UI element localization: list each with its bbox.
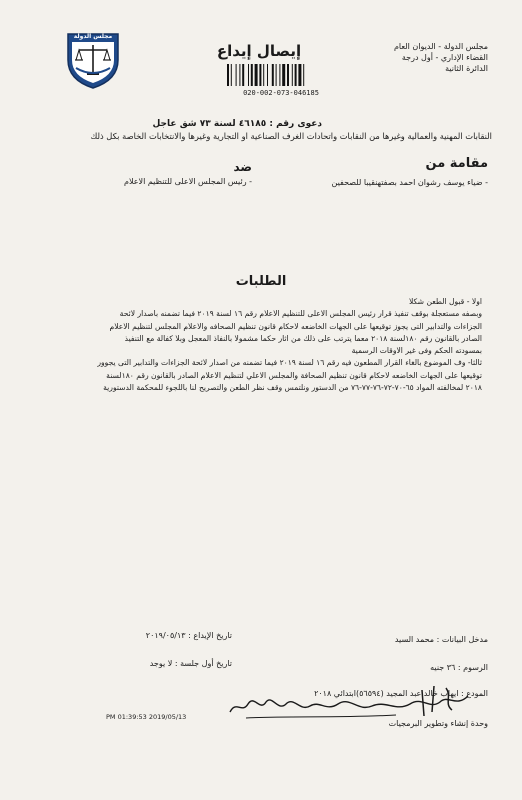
- request-line: الجزاءات والتدابير التى يجوز توقيعها على الجهات الخاضعه لاحكام قانون تنظيم الصحافه والاعلام المجلس لتنظيم الاعلام: [109, 321, 482, 331]
- handwritten-signature: [226, 682, 474, 722]
- depositor: المودع : ايهاب خالد عبد المجيد (٥٦٥٩٤)ابتدائي ٢٠١٨: [314, 689, 488, 698]
- request-line: بمسودته الحكم وفى غير الاوقات الرسمية: [351, 346, 482, 356]
- request-line: اولا - قبول الطعن شكلا: [408, 297, 482, 306]
- print-timestamp: PM 01:39:53 2019/05/13: [106, 713, 187, 721]
- plaintiff-name: - ضياء يوسف رشوان احمد بصفتهنقيبا للصحفين: [331, 178, 488, 187]
- case-number: دعوى رقم : ٤٦١٨٥ لسنة ٧٣ شق عاجل: [152, 119, 322, 129]
- software-unit: وحدة إنشاء وتطوير البرمجيات: [388, 719, 488, 728]
- requests-body: [20, 296, 482, 394]
- defendant-name: - رئيس المجلس الاعلى للتنظيم الاعلام: [124, 177, 252, 186]
- request-line: وبصفه مستعجلة بوقف تنفيذ قرار رئيس المجلس الاعلى للتنظيم الاعلام رقم ١٦ لسنة ٢٠١٩ فيما تضمنه باصدار لائحة: [119, 309, 482, 319]
- first-session-date: تاريخ أول جلسة : لا يوجد: [149, 659, 232, 668]
- request-line: ٢٠١٨ لمخالفته المواد ٦٥-٧٠-٧٢-٧٦-٧٧-٧٦ من الدستور ونلتمس وقف نظر الطعن والتصريح لنا باللجوء للمحكمة الدستورية: [103, 383, 482, 393]
- authority-line: القضاء الإداري - أول درجة: [401, 53, 488, 62]
- authority-line: الدائرة الثانية: [445, 64, 488, 73]
- issuing-authority: [348, 41, 488, 74]
- logo-caption: مجلس الدولة: [73, 33, 113, 40]
- request-line: الصادر بالقانون رقم ١٨٠لسنة ٢٠١٨ معما يترتب على ذلك من اثار حكما مشمولا بالنفاذ المعجل وبلا كفالة مع التنفيذ: [124, 333, 482, 343]
- case-subject: النقابات المهنية والعمالية وغيرها من النقابات واتحادات الغرف الصناعية او التجارية وغيرها والانتخابات الخاصة بكل ذلك: [90, 131, 492, 141]
- defendant-label: ضد: [233, 160, 252, 174]
- authority-line: مجلس الدولة - الديوان العام: [393, 42, 488, 51]
- data-entry-clerk: مدخل البيانات : محمد السيد: [394, 635, 488, 644]
- request-line: توقيعها على الجهات الخاضعه لاحكام قانون تنظيم الصحافة والمجلس الاعلي لتنظيم الاعلام الصادر بالقانون رقم ١٨٠لسنة: [106, 370, 482, 380]
- barcode-number: 020-002-073-046185: [243, 89, 319, 97]
- fees: الرسوم : ٣٦ جنيه: [430, 663, 488, 672]
- request-line: ثالثا- وف الموضوع بالغاء القرار المطعون فيه رقم ١٦ لسنة ٢٠١٩ فيما تضمنه من اصدار لائحة الجزاءات والتدابير التى يجوور: [97, 358, 482, 368]
- plaintiff-label: مقامة من: [425, 156, 488, 171]
- filing-date: تاريخ الإيداع : ٢٠١٩/٠٥/١٣: [145, 631, 232, 640]
- barcode: [226, 64, 336, 86]
- requests-heading: الطلبات: [235, 274, 287, 289]
- document-title: إيصال إيداع: [216, 42, 302, 60]
